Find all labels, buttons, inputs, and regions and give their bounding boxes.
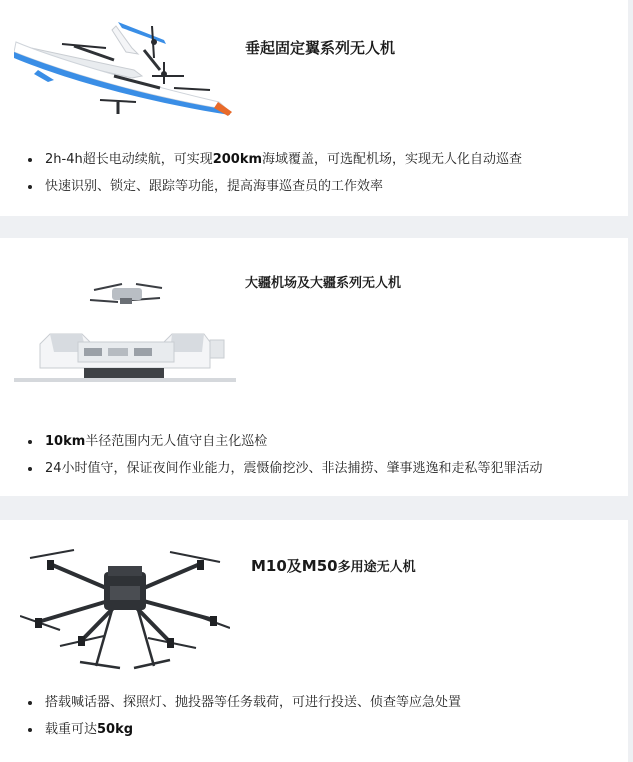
list-item: 快速识别、锁定、跟踪等功能，提高海事巡查员的工作效率 bbox=[26, 178, 616, 195]
list-item: 搭载喊话器、探照灯、抛投器等任务载荷，可进行投送、侦查等应急处置 bbox=[26, 694, 616, 711]
feature-list bbox=[26, 694, 616, 748]
list-item: 10km半径范围内无人值守自主化巡检 bbox=[26, 433, 616, 450]
list-item: 载重可达50kg bbox=[26, 721, 616, 738]
section-title: M10及M50多用途无人机 bbox=[251, 557, 416, 575]
dji-dock-and-drone-icon bbox=[14, 276, 236, 392]
list-item: 2h-4h超长电动续航，可实现200km海域覆盖，可选配机场，实现无人化自动巡查 bbox=[26, 151, 616, 168]
section-multirotor bbox=[0, 520, 628, 762]
feature-list bbox=[26, 151, 616, 205]
feature-list bbox=[26, 433, 616, 487]
section-vtol-fixed-wing bbox=[0, 0, 628, 216]
vtol-fixed-wing-drone-icon bbox=[14, 18, 240, 122]
list-item: 24小时值守，保证夜间作业能力，震慑偷挖沙、非法捕捞、肇事逃逸和走私等犯罪活动 bbox=[26, 460, 616, 477]
section-dji-dock bbox=[0, 238, 628, 496]
section-title: 垂起固定翼系列无人机 bbox=[245, 39, 396, 57]
multirotor-drone-icon bbox=[20, 542, 230, 674]
section-title: 大疆机场及大疆系列无人机 bbox=[245, 276, 402, 291]
